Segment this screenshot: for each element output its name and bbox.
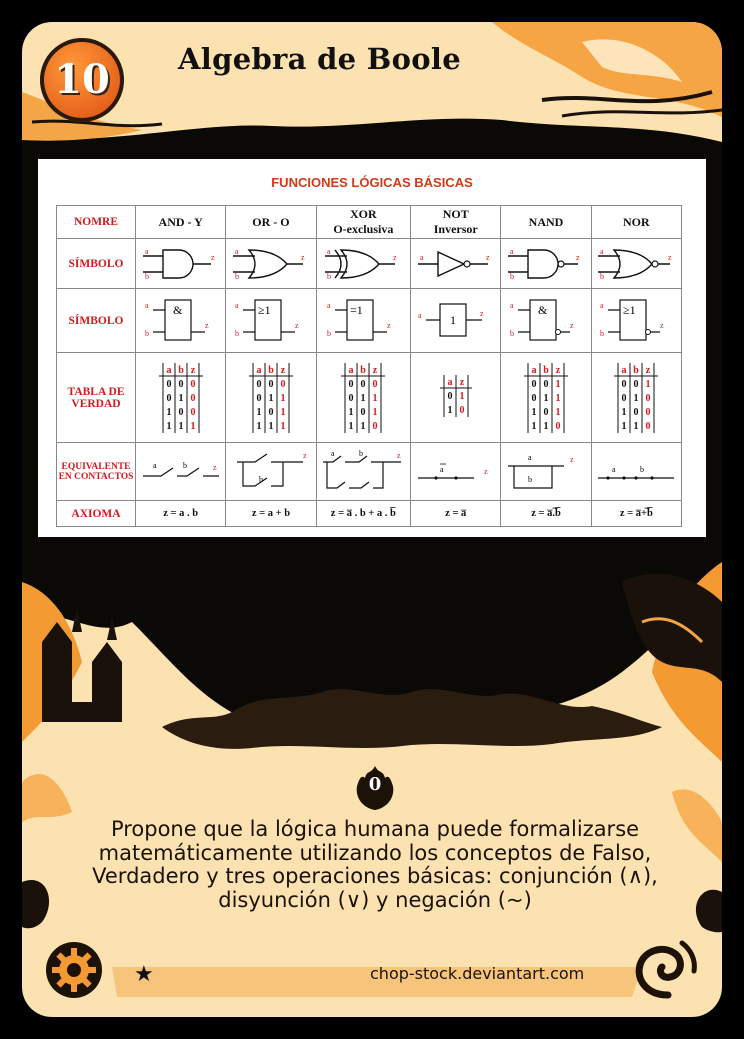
truth-value: 0 (555, 420, 561, 432)
truth-value: 1 (543, 420, 549, 432)
truth-value: 1 (256, 406, 262, 418)
not-axiom: z = a̅ (411, 501, 501, 527)
col-name: XOR (349, 207, 377, 221)
truth-value: 0 (348, 378, 354, 390)
truth-value: 1 (360, 420, 366, 432)
table-row-axiom (57, 501, 682, 527)
not-truth-table (421, 359, 491, 437)
truth-value: 1 (531, 420, 537, 432)
nand-truth-table (511, 359, 581, 437)
truth-value: 0 (621, 378, 627, 390)
table-title: FUNCIONES LÓGICAS BÁSICAS (271, 175, 473, 190)
truth-value: 0 (190, 378, 196, 390)
truth-value: 1 (178, 392, 184, 404)
col-nand (501, 206, 591, 239)
nor-gate-icon (596, 246, 676, 282)
label-z: z (294, 320, 299, 330)
truth-value: 1 (268, 420, 274, 432)
or-truth-cell (226, 353, 316, 443)
or-ieee-box-icon (231, 296, 311, 346)
row-header-symbol: SÍMBOLO (57, 289, 136, 353)
label-a: a (234, 300, 239, 310)
card-power: 0 (368, 774, 382, 795)
truth-value: 0 (621, 392, 627, 404)
label-z: z (570, 454, 574, 464)
truth-header-a: a (166, 364, 172, 376)
label-b: b (640, 464, 645, 474)
xor-truth-table (328, 359, 398, 437)
truth-value: 1 (166, 406, 172, 418)
nor-ieee-symbol (591, 289, 681, 353)
label-b: b (327, 271, 332, 281)
ieee-label: & (172, 302, 182, 317)
truth-value: 0 (360, 378, 366, 390)
col-name: AND - Y (158, 214, 203, 229)
truth-value: 1 (555, 392, 561, 404)
label-b: b (234, 328, 239, 338)
col-and (136, 206, 226, 239)
label-z: z (570, 320, 574, 330)
truth-value: 0 (645, 392, 651, 404)
label-a: a (419, 252, 424, 262)
truth-value: 0 (645, 420, 651, 432)
label-z: z (387, 320, 391, 330)
and-ieee-symbol (136, 289, 226, 353)
star-icon: ★ (134, 962, 154, 987)
nand-contacts-icon (504, 448, 588, 496)
label-a: a (144, 246, 149, 256)
col-nor (591, 206, 681, 239)
truth-value: 1 (459, 390, 465, 402)
nand-gate-icon (506, 246, 586, 282)
nand-contacts (501, 443, 591, 501)
table-row-symbol-ansi (57, 239, 682, 289)
label-b: b (359, 448, 364, 458)
xor-contacts (316, 443, 411, 501)
col-not (411, 206, 501, 239)
nor-contacts (591, 443, 681, 501)
truth-value: 0 (459, 404, 465, 416)
truth-value: 1 (280, 392, 286, 404)
and-axiom: z = a . b (136, 501, 226, 527)
label-z: z (483, 466, 488, 476)
label-a: a (152, 460, 157, 470)
card-cost: 10 (54, 56, 110, 103)
truth-value: 0 (447, 390, 453, 402)
truth-value: 0 (268, 406, 274, 418)
ieee-label: ≥1 (623, 302, 636, 317)
table-row-symbol-ieee (57, 289, 682, 353)
truth-value: 0 (531, 378, 537, 390)
col-or (226, 206, 316, 239)
label-a: a (331, 448, 335, 458)
ieee-label: ≥1 (257, 302, 271, 317)
truth-value: 1 (190, 420, 196, 432)
nand-truth-cell (501, 353, 591, 443)
label-b: b (510, 328, 515, 338)
truth-value: 1 (555, 378, 561, 390)
row-header-name: NOMRE (57, 206, 136, 239)
nor-axiom: z = a̅+̅b̅ (591, 501, 681, 527)
xor-ieee-symbol (316, 289, 411, 353)
truth-value: 0 (190, 392, 196, 404)
table-row-names (57, 206, 682, 239)
label-a: a (600, 300, 604, 310)
label-b: b (182, 460, 187, 470)
truth-value: 1 (256, 420, 262, 432)
label-z: z (660, 320, 664, 330)
nand-axiom: z = a̅.̅b̅ (501, 501, 591, 527)
and-gate-icon (141, 246, 221, 282)
nor-truth-cell (591, 353, 681, 443)
truth-value: 0 (645, 406, 651, 418)
truth-value: 0 (633, 378, 639, 390)
label-a: a (327, 300, 331, 310)
xor-truth-cell (316, 353, 411, 443)
or-axiom: z = a + b (226, 501, 316, 527)
truth-header-b: b (543, 364, 549, 376)
parallel-contacts-icon (229, 448, 313, 496)
label-a: a (417, 310, 422, 320)
truth-header-b: b (360, 364, 367, 376)
truth-value: 1 (166, 420, 172, 432)
truth-value: 0 (633, 406, 639, 418)
label-a: a (510, 246, 514, 256)
truth-value: 0 (256, 378, 262, 390)
truth-value: 1 (621, 420, 627, 432)
truth-header-b: b (268, 364, 274, 376)
truth-value: 1 (178, 420, 184, 432)
truth-value: 1 (555, 406, 561, 418)
truth-value: 1 (621, 406, 627, 418)
label-z: z (397, 450, 401, 460)
truth-value: 1 (447, 404, 453, 416)
col-name: NOT (442, 207, 469, 221)
label-z: z (479, 308, 484, 318)
truth-value: 0 (543, 406, 549, 418)
label-b: b (327, 328, 332, 338)
truth-header-z: z (373, 364, 378, 376)
truth-value: 1 (633, 420, 639, 432)
nand-gate-symbol (501, 239, 591, 289)
row-header-contacts: EQUIVALENTE EN CONTACTOS (57, 443, 136, 501)
truth-value: 0 (256, 392, 262, 404)
truth-value: 1 (268, 392, 274, 404)
col-sub: O-exclusiva (333, 222, 394, 236)
xor-gate-icon (323, 246, 403, 282)
label-z: z (300, 252, 305, 262)
truth-header-a: a (348, 364, 354, 376)
truth-value: 1 (280, 406, 286, 418)
truth-header-a: a (621, 364, 627, 376)
truth-value: 1 (633, 392, 639, 404)
truth-header-z: z (459, 376, 464, 388)
truth-header-a: a (531, 364, 537, 376)
label-z: z (576, 252, 580, 262)
nor-ieee-box-icon (596, 296, 676, 346)
swirl-icon (628, 935, 700, 1003)
label-a: a (234, 246, 239, 256)
gear-icon (44, 940, 104, 1000)
label-z: z (210, 252, 215, 262)
truth-value: 1 (360, 392, 366, 404)
truth-value: 1 (531, 406, 537, 418)
truth-value: 0 (543, 378, 549, 390)
nor-gate-symbol (591, 239, 681, 289)
ieee-label: & (538, 302, 548, 317)
truth-value: 1 (348, 420, 354, 432)
truth-value: 0 (166, 392, 172, 404)
label-z: z (668, 252, 672, 262)
not-ieee-symbol (411, 289, 501, 353)
or-ieee-symbol (226, 289, 316, 353)
label-z: z (212, 462, 217, 472)
xor-axiom: z = a̅ . b + a . b̅ (316, 501, 411, 527)
or-gate-symbol (226, 239, 316, 289)
label-a: a (327, 246, 331, 256)
label-a: a (439, 464, 444, 474)
artist-credit: chop-stock.deviantart.com (370, 964, 585, 983)
and-truth-table (146, 359, 216, 437)
label-b: b (510, 271, 515, 281)
label-b: b (258, 474, 263, 484)
not-gate-symbol (411, 239, 501, 289)
and-contacts (136, 443, 226, 501)
truth-value: 1 (280, 420, 286, 432)
not-contacts (411, 443, 501, 501)
truth-header-a: a (256, 364, 262, 376)
truth-value: 1 (372, 406, 378, 418)
truth-value: 0 (178, 406, 184, 418)
col-name: NAND (528, 214, 564, 229)
label-a: a (600, 246, 604, 256)
col-name: NOR (622, 214, 650, 229)
xor-ieee-box-icon (323, 296, 403, 346)
label-b: b (600, 328, 605, 338)
label-b: b (600, 271, 605, 281)
ieee-label: 1 (449, 312, 456, 327)
truth-header-b: b (633, 364, 640, 376)
not-truth-cell (411, 353, 501, 443)
card-description: Propone que la lógica humana puede formalizarse matemáticamente utilizando los conceptos de Falso, Verdadero y tres operaciones básicas: conjunción (∧), disyunción (∨) y negación (~) (92, 817, 658, 912)
or-truth-table (236, 359, 306, 437)
label-a: a (510, 300, 514, 310)
col-sub: Inversor (433, 222, 478, 236)
and-ieee-box-icon (141, 296, 221, 346)
or-gate-icon (231, 246, 311, 282)
truth-value: 0 (360, 406, 366, 418)
xor-gate-symbol (316, 239, 411, 289)
truth-value: 0 (166, 378, 172, 390)
truth-value: 0 (372, 420, 378, 432)
truth-value: 0 (268, 378, 274, 390)
label-b: b (144, 271, 149, 281)
truth-value: 0 (280, 378, 286, 390)
label-b: b (234, 271, 239, 281)
nand-ieee-symbol (501, 289, 591, 353)
series-contacts-icon (139, 452, 223, 492)
truth-value: 0 (372, 378, 378, 390)
nc-contact-icon (414, 452, 498, 492)
label-b: b (144, 328, 149, 338)
row-header-axiom: AXIOMA (57, 501, 136, 527)
truth-value: 1 (372, 392, 378, 404)
truth-value: 0 (531, 392, 537, 404)
xor-contacts-icon (319, 448, 407, 496)
truth-header-z: z (646, 364, 651, 376)
label-a: a (612, 464, 616, 474)
nand-ieee-box-icon (506, 296, 586, 346)
truth-value: 0 (178, 378, 184, 390)
truth-value: 1 (543, 392, 549, 404)
nor-truth-table (601, 359, 671, 437)
label-b: b (528, 474, 533, 484)
ieee-label: =1 (350, 302, 364, 317)
not-gate-icon (416, 246, 496, 282)
label-a: a (528, 452, 532, 462)
truth-value: 1 (348, 406, 354, 418)
col-name: OR - O (252, 214, 290, 229)
not-ieee-box-icon (416, 296, 496, 346)
col-xor (316, 206, 411, 239)
card-title: Algebra de Boole (178, 42, 461, 76)
truth-value: 0 (348, 392, 354, 404)
table-row-truth (57, 353, 682, 443)
and-gate-symbol (136, 239, 226, 289)
label-z: z (302, 450, 307, 460)
truth-header-b: b (177, 364, 184, 376)
label-z: z (393, 252, 397, 262)
label-z: z (485, 252, 490, 262)
or-contacts (226, 443, 316, 501)
truth-header-z: z (280, 364, 286, 376)
row-header-symbol: SÍMBOLO (57, 239, 136, 289)
truth-header-z: z (190, 364, 195, 376)
nor-contacts-icon (594, 452, 678, 492)
label-a: a (144, 300, 149, 310)
truth-value: 0 (190, 406, 196, 418)
and-truth-cell (136, 353, 226, 443)
truth-header-a: a (447, 376, 453, 388)
row-header-truth: TABLA DE VERDAD (57, 353, 136, 443)
truth-header-z: z (555, 364, 561, 376)
table-row-contacts (57, 443, 682, 501)
label-z: z (204, 320, 209, 330)
truth-value: 1 (645, 378, 651, 390)
logic-functions-table (56, 205, 682, 527)
